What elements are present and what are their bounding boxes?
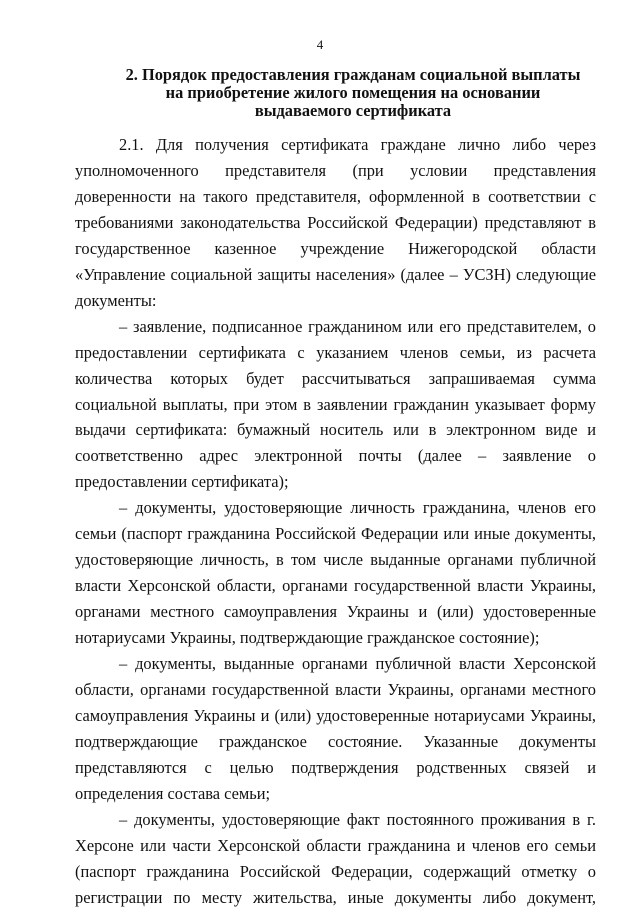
- page-number: 4: [316, 37, 324, 52]
- list-item-application: – заявление, подписанное гражданином или его представителем, о предоставлении сертификата с указанием членов семьи, из расчета количества которых будет рассчитываться запрашиваемая сумма социальной выплаты, при этом в заявлении гражданин указывает форму выдачи сертификата: бумажный носитель или в электронном виде и соответственно адрес электронной почты (далее – заявление о предоставлении сертификата);: [75, 316, 596, 492]
- list-item-residence-documents: – документы, удостоверяющие факт постоянного проживания в г. Херсоне или части Херсонской области гражданина и членов его семьи (паспорт гражданина Российской Федерации, содержащий отметку о регистрации по месту жительства, иные документы либо документ,: [75, 809, 596, 907]
- list-item-identity-documents: – документы, удостоверяющие личность гражданина, членов его семьи (паспорт гражданина Российской Федерации или иные документы, удостоверяющие личность, в том числе выданные органами публичной власти Херсонской области, органами государственной власти Украины, органами местного самоуправления Украины и (или) удостоверенные нотариусами Украины, подтверждающие гражданское состояние);: [75, 498, 596, 648]
- document-body: [75, 132, 596, 911]
- list-item-civil-status-documents: – документы, выданные органами публичной власти Херсонской области, органами государственной власти Украины, органами местного самоуправления Украины и (или) удостоверенные нотариусами Украины, подтверждающие гражданское состояние. Указанные документы представляются с целью подтверждения родственных связей и определения состава семьи;: [75, 654, 596, 803]
- section-heading: 2. Порядок предоставления гражданам социальной выплаты на приобретение жилого помещения на основании выдаваемого сертификата: [125, 65, 581, 120]
- paragraph-2-1: 2.1. Для получения сертификата граждане лично либо через уполномоченного представителя (при условии представления доверенности на такого представителя, оформленной в соответствии с требованиями законодательства Российской Федерации) представляют в государственное казенное учреждение Нижегородской области «Управление социальной защиты населения» (далее – УСЗН) следующие документы:: [75, 135, 596, 310]
